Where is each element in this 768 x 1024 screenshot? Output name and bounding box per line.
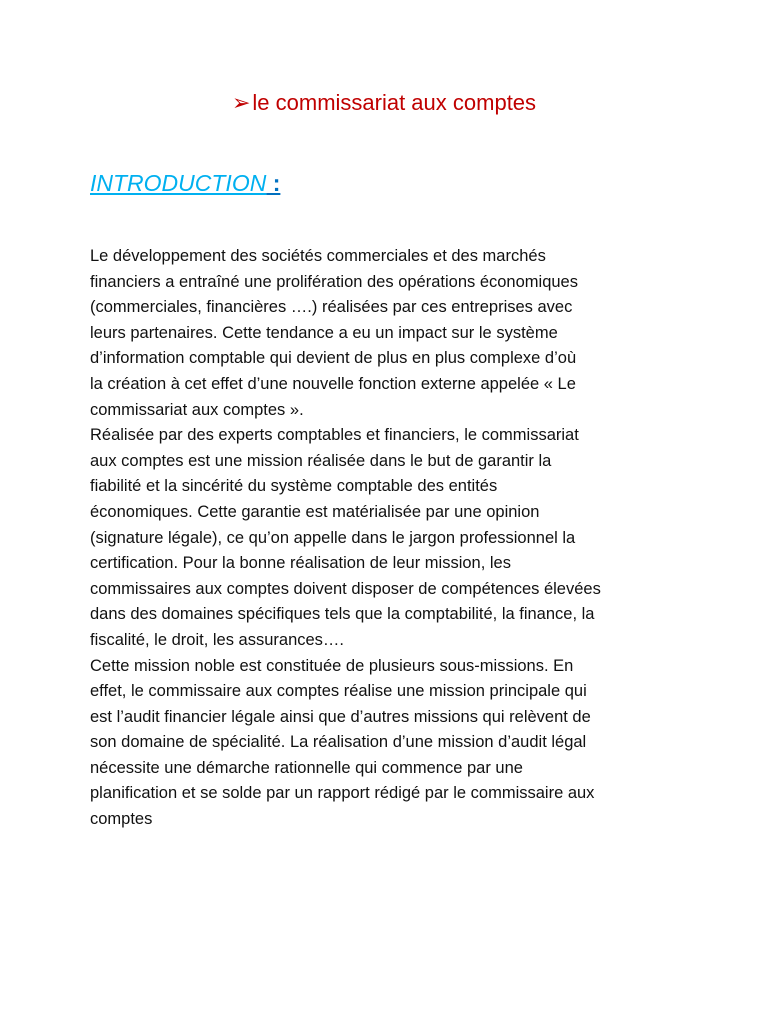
introduction-body (90, 244, 690, 833)
body-text-line: comptes (90, 810, 153, 829)
body-text-line: nécessite une démarche rationnelle qui commence par une (90, 758, 523, 777)
section-heading-introduction (90, 166, 280, 200)
body-text-line: leurs partenaires. Cette tendance a eu un impact sur le système (90, 323, 558, 342)
body-text-line: (commerciales, financières ….) réalisées par ces entreprises avec (90, 298, 573, 317)
arrow-bullet-icon: ➢ (231, 90, 251, 115)
body-text-line: d’information comptable qui devient de plus en plus complexe d’où (90, 349, 577, 368)
body-text-line: Réalisée par des experts comptables et financiers, le commissariat (90, 426, 579, 445)
body-text-line: (signature légale), ce qu’on appelle dans le jargon professionnel la (90, 528, 576, 547)
section-heading-text: INTRODUCTION (90, 170, 267, 196)
body-text-line: aux comptes est une mission réalisée dans le but de garantir la (90, 451, 552, 470)
document-title (0, 86, 768, 120)
body-text-line: effet, le commissaire aux comptes réalise une mission principale qui (90, 682, 587, 701)
body-text-line: est l’audit financier légale ainsi que d’autres missions qui relèvent de (90, 707, 591, 726)
body-text-line: commissariat aux comptes ». (90, 400, 304, 419)
body-text-line: Cette mission noble est constituée de plusieurs sous-missions. En (90, 656, 574, 675)
body-text-line: commissaires aux comptes doivent disposer de compétences élevées (90, 579, 601, 598)
body-text-line: Le développement des sociétés commerciales et des marchés (90, 247, 546, 265)
body-text-line: financiers a entraîné une prolifération des opérations économiques (90, 272, 578, 291)
section-heading-colon: : (266, 170, 281, 196)
body-text-line: fiscalité, le droit, les assurances…. (90, 630, 345, 649)
body-text-line: son domaine de spécialité. La réalisation d’une mission d’audit légal (90, 733, 587, 752)
body-text-line: dans des domaines spécifiques tels que la comptabilité, la finance, la (90, 605, 595, 624)
body-text-line: fiabilité et la sincérité du système comptable des entités (90, 477, 498, 496)
document-title-text: le commissariat aux comptes (252, 90, 537, 115)
body-text-line: planification et se solde par un rapport rédigé par le commissaire aux (90, 784, 595, 803)
body-text-line: la création à cet effet d’une nouvelle fonction externe appelée « Le (90, 374, 576, 393)
body-text-line: certification. Pour la bonne réalisation de leur mission, les (90, 554, 511, 573)
body-text-line: économiques. Cette garantie est matérialisée par une opinion (90, 502, 540, 521)
